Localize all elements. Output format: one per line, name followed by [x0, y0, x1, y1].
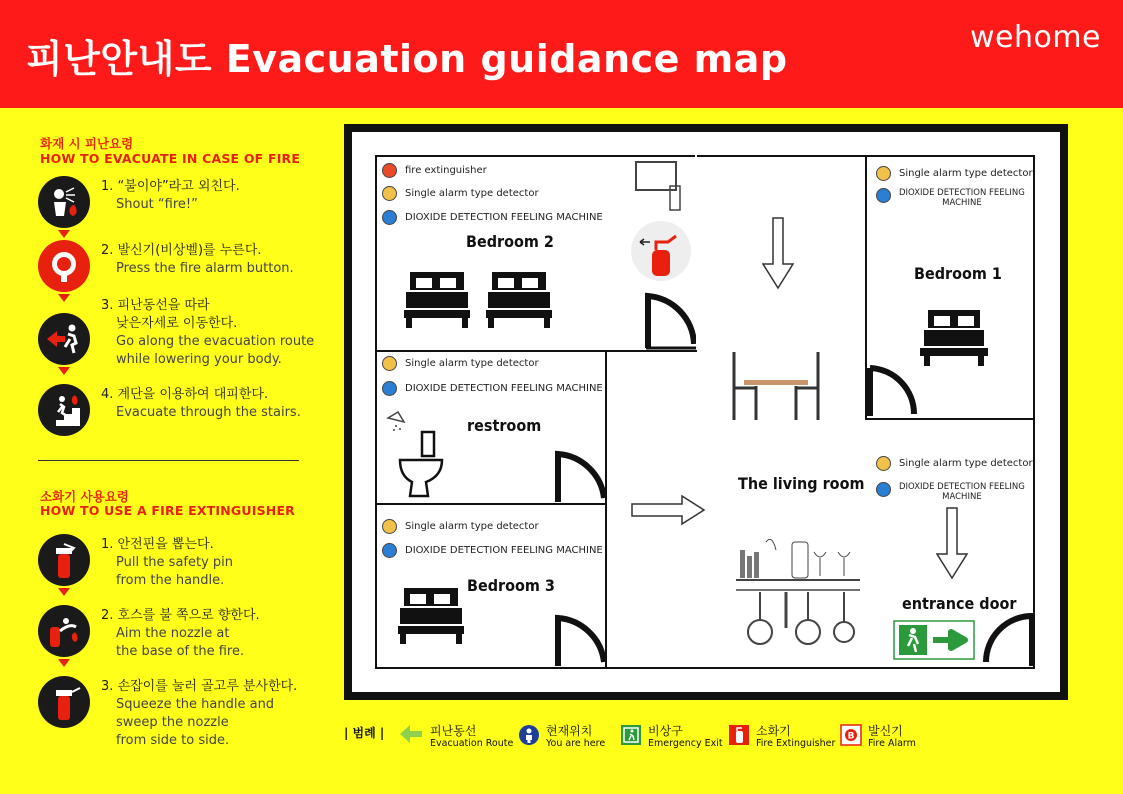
step-ko: 1. 안전핀을 뽑는다. — [101, 537, 214, 552]
bedroom3-label: Bedroom 3 — [467, 576, 555, 595]
fire-alarm-icon — [840, 724, 862, 746]
step-ko: 4. 계단을 이용하여 대피한다. — [101, 387, 269, 402]
legend-alarm-detector: Single alarm type detector — [382, 519, 539, 534]
bedroom1-label: Bedroom 1 — [914, 264, 1002, 283]
spray-icon — [38, 676, 90, 728]
step-en-3: from side to side. — [116, 733, 230, 748]
bed-icon — [484, 270, 554, 332]
step-ko: 2. 호스를 불 쪽으로 향한다. — [101, 608, 260, 623]
floor-plan — [344, 124, 1068, 700]
legend-alarm-detector: Single alarm type detector — [382, 186, 539, 201]
restroom-label: restroom — [467, 416, 542, 435]
door-icon — [554, 614, 606, 668]
step-ko: 1. “불이야”라고 외친다. — [101, 179, 240, 194]
legend-dioxide-machine: DIOXIDE DETECTION FEELING MACHINE — [382, 381, 603, 396]
fire-extinguisher-icon — [630, 220, 692, 282]
extinguisher-title-ko: 소화기 사용요령 — [40, 489, 129, 504]
step-ko: 3. 손잡이를 눌러 골고루 분사한다. — [101, 679, 298, 694]
door-icon — [982, 612, 1036, 668]
evacuate-title-en: HOW TO EVACUATE IN CASE OF FIRE — [40, 151, 301, 166]
legend-dioxide-machine: DIOXIDE DETECTION FEELING MACHINE — [876, 188, 1025, 208]
legend-dioxide-machine: DIOXIDE DETECTION FEELING MACHINE — [382, 210, 603, 225]
step-en-2: while lowering your body. — [116, 352, 282, 367]
legend-alarm-detector: Single alarm type detector — [382, 356, 539, 371]
step-en: Evacuate through the stairs. — [116, 405, 301, 420]
evacuation-arrow-down — [762, 216, 796, 292]
header-bar — [0, 0, 1123, 108]
emergency-exit-sign — [893, 620, 975, 662]
step-en-2: from the handle. — [116, 573, 225, 588]
legend-alarm-detector: Single alarm type detector — [876, 456, 1033, 471]
bed-icon — [918, 308, 990, 370]
you-are-here-icon — [518, 724, 540, 746]
step-en: Shout “fire!” — [116, 197, 198, 212]
stairs-icon — [38, 384, 90, 436]
brand-logo: wehome — [969, 20, 1101, 55]
legend-item-evacuation-route: 피난동선 Evacuation Route — [398, 724, 513, 750]
emergency-exit-icon — [620, 724, 642, 746]
page-title: 피난안내도 Evacuation guidance map — [26, 37, 788, 81]
evacuation-arrow-icon — [398, 724, 424, 744]
kitchen-shelf-icon — [734, 532, 864, 652]
evacuation-arrow-right — [630, 494, 706, 526]
entrance-label: entrance door — [902, 594, 1017, 613]
living-room-label: The living room — [738, 474, 865, 493]
dining-table-icon — [730, 350, 822, 424]
legend-dioxide-machine: DIOXIDE DETECTION FEELING MACHINE — [876, 482, 1025, 502]
evacuate-title-ko: 화재 시 피난요령 — [40, 136, 134, 151]
legend-item-fire-extinguisher: 소화기 Fire Extinguisher — [728, 724, 835, 750]
legend-alarm-detector: Single alarm type detector — [876, 166, 1033, 181]
door-icon — [554, 450, 606, 504]
legend-title: | 범례 | — [344, 726, 385, 740]
legend-dioxide-machine: DIOXIDE DETECTION FEELING MACHINE — [382, 543, 603, 558]
step-en: Go along the evacuation route — [116, 334, 315, 349]
legend-item-fire-alarm: B 발신기 Fire Alarm — [840, 724, 916, 750]
step-en: Aim the nozzle at — [116, 626, 230, 641]
running-exit-icon — [38, 313, 90, 365]
evacuation-arrow-down — [936, 506, 970, 582]
shouting-person-icon — [38, 176, 90, 228]
step-ko: 3. 피난동선을 따라 — [101, 298, 210, 313]
step-en: Pull the safety pin — [116, 555, 234, 570]
bedroom2-label: Bedroom 2 — [466, 232, 554, 251]
extinguisher-title-en: HOW TO USE A FIRE EXTINGUISHER — [40, 503, 296, 518]
step-ko-2: 낮은자세로 이동한다. — [116, 316, 238, 331]
legend-item-emergency-exit: 비상구 Emergency Exit — [620, 724, 723, 750]
bed-icon — [402, 270, 472, 332]
step-en-2: the base of the fire. — [116, 644, 245, 659]
step-en-2: sweep the nozzle — [116, 715, 229, 730]
legend-fire-extinguisher: fire extinguisher — [382, 163, 487, 178]
hose-aim-icon — [38, 605, 90, 657]
door-icon — [644, 292, 696, 350]
section-divider — [38, 460, 299, 461]
toilet-icon — [396, 430, 446, 500]
legend-item-you-are-here: 현재위치 You are here — [518, 724, 605, 750]
bed-icon — [396, 586, 466, 648]
tv-icon — [634, 160, 684, 214]
alarm-button-icon — [38, 240, 90, 292]
step-en: Press the fire alarm button. — [116, 261, 294, 276]
step-en: Squeeze the handle and — [116, 697, 275, 712]
step-ko: 2. 발신기(비상벨)를 누른다. — [101, 243, 262, 258]
safety-pin-icon — [38, 534, 90, 586]
door-icon — [866, 364, 918, 420]
fire-extinguisher-icon — [728, 724, 750, 746]
svg-text:B: B — [847, 731, 855, 742]
